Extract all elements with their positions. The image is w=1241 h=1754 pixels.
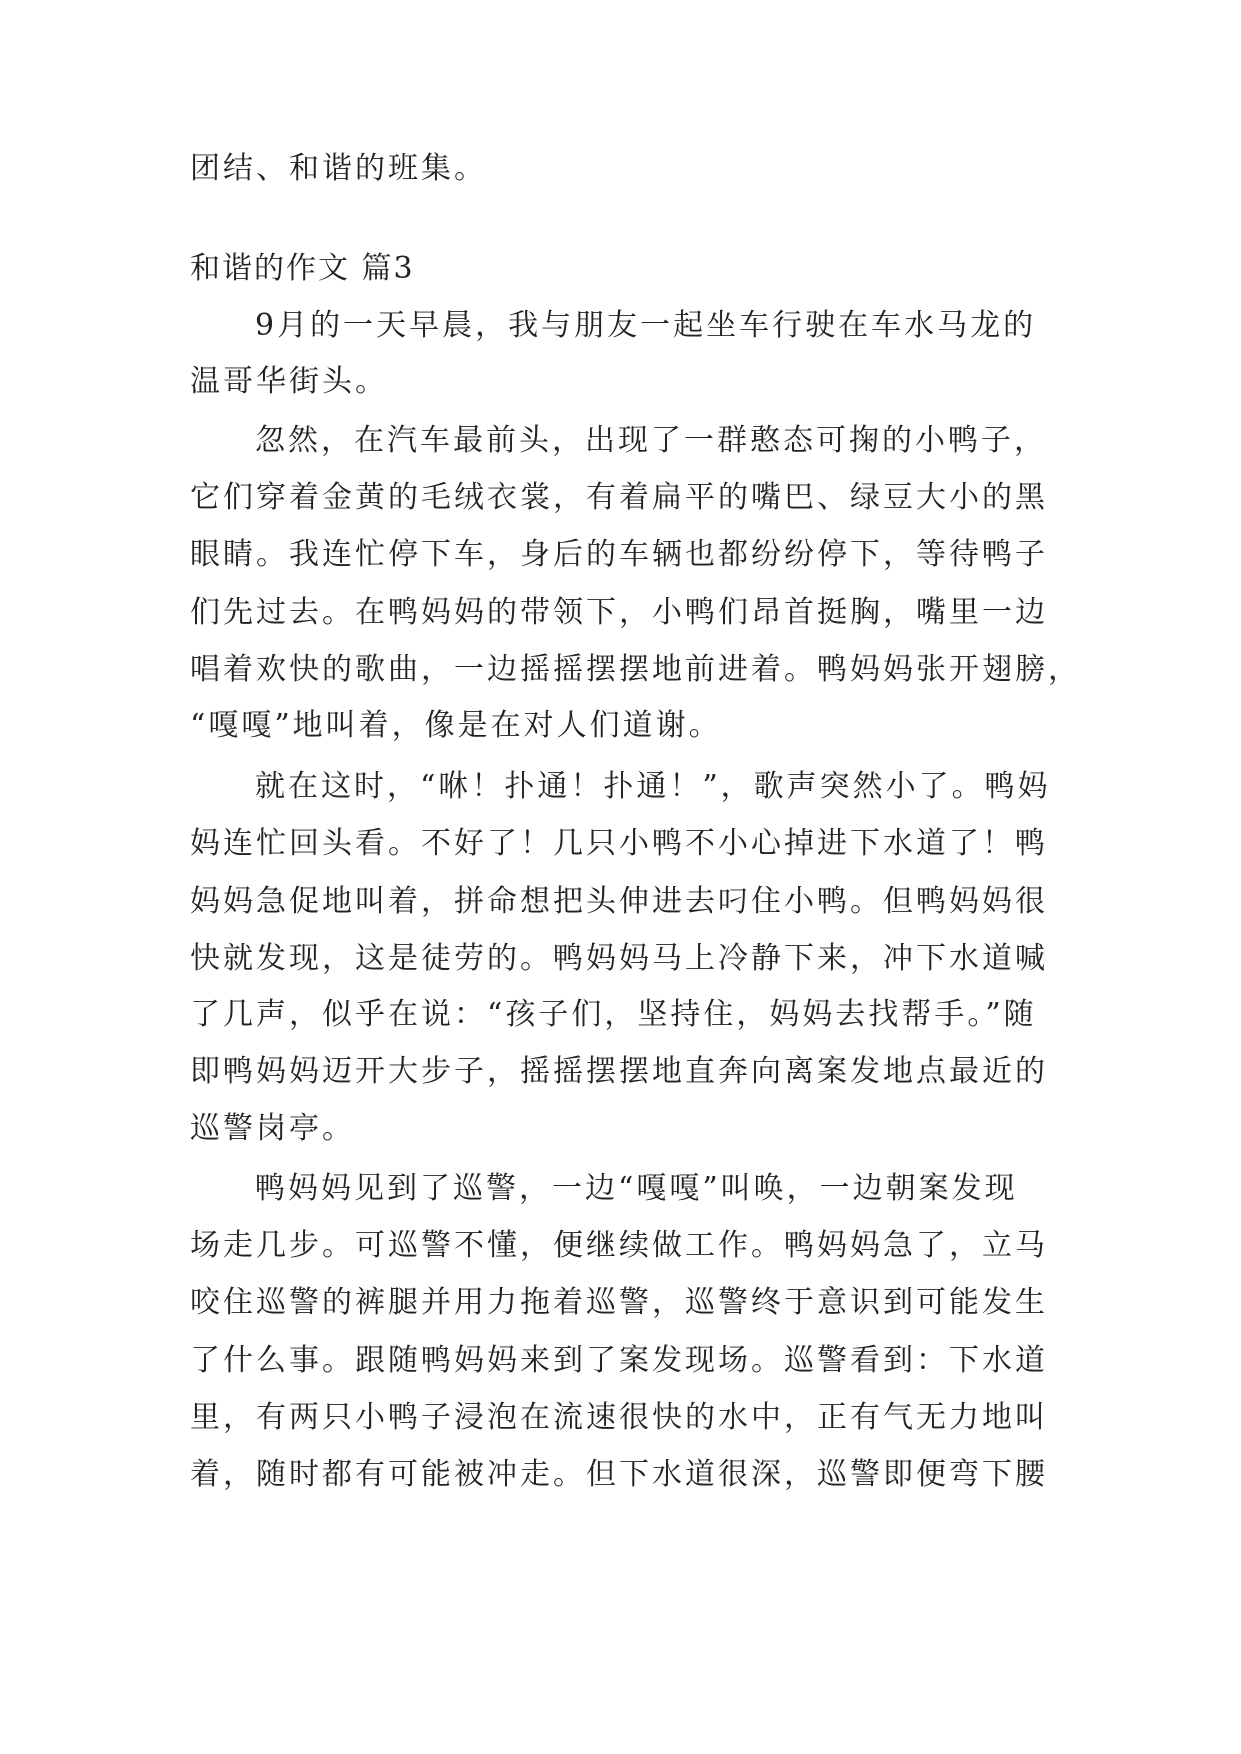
text-line-9: 唱着欢快的歌曲，一边摇摇摆摆地前进着。鸭妈妈张开翅膀， <box>190 652 1081 687</box>
text-line-12: 妈连忙回头看。不好了！几只小鸭不小心掉进下水道了！鸭 <box>190 826 1048 861</box>
text-line-13: 妈妈急促地叫着，拼命想把头伸进去叼住小鸭。但鸭妈妈很 <box>190 884 1048 919</box>
text-line-6: 它们穿着金黄的毛绒衣裳，有着扁平的嘴巴、绿豆大小的黑 <box>190 480 1048 515</box>
text-line-10: “嘎嘎”地叫着，像是在对人们道谢。 <box>190 708 722 743</box>
text-line-14: 快就发现，这是徒劳的。鸭妈妈马上冷静下来，冲下水道喊 <box>190 941 1048 976</box>
text-line-16: 即鸭妈妈迈开大步子，摇摇摆摆地直奔向离案发地点最近的 <box>190 1054 1048 1089</box>
text-line-20: 咬住巡警的裤腿并用力拖着巡警，巡警终于意识到可能发生 <box>190 1285 1048 1320</box>
text-line-3: 9月的一天早晨，我与朋友一起坐车行驶在车水马龙的 <box>255 308 1037 343</box>
section-heading: 和谐的作文 篇3 <box>190 251 415 286</box>
text-line-21: 了什么事。跟随鸭妈妈来到了案发现场。巡警看到：下水道 <box>190 1343 1048 1378</box>
text-line-15: 了几声，似乎在说：“孩子们，坚持住，妈妈去找帮手。”随 <box>190 997 1037 1032</box>
text-line-22: 里，有两只小鸭子浸泡在流速很快的水中，正有气无力地叫 <box>190 1400 1048 1435</box>
text-line-19: 场走几步。可巡警不懂，便继续做工作。鸭妈妈急了，立马 <box>190 1228 1048 1263</box>
text-line-18: 鸭妈妈见到了巡警，一边“嘎嘎”叫唤，一边朝案发现 <box>255 1171 1018 1206</box>
text-line-4: 温哥华街头。 <box>190 364 388 399</box>
text-line-7: 眼睛。我连忙停下车，身后的车辆也都纷纷停下，等待鸭子 <box>190 537 1048 572</box>
text-line-17: 巡警岗亭。 <box>190 1111 355 1146</box>
text-line-5: 忽然，在汽车最前头，出现了一群憨态可掬的小鸭子， <box>255 423 1047 458</box>
text-line-1: 团结、和谐的班集。 <box>190 151 487 186</box>
text-line-23: 着，随时都有可能被冲走。但下水道很深，巡警即便弯下腰 <box>190 1457 1048 1492</box>
text-line-8: 们先过去。在鸭妈妈的带领下，小鸭们昂首挺胸，嘴里一边 <box>190 595 1048 630</box>
text-line-11: 就在这时，“咻！扑通！扑通！”，歌声突然小了。鸭妈 <box>255 769 1051 804</box>
